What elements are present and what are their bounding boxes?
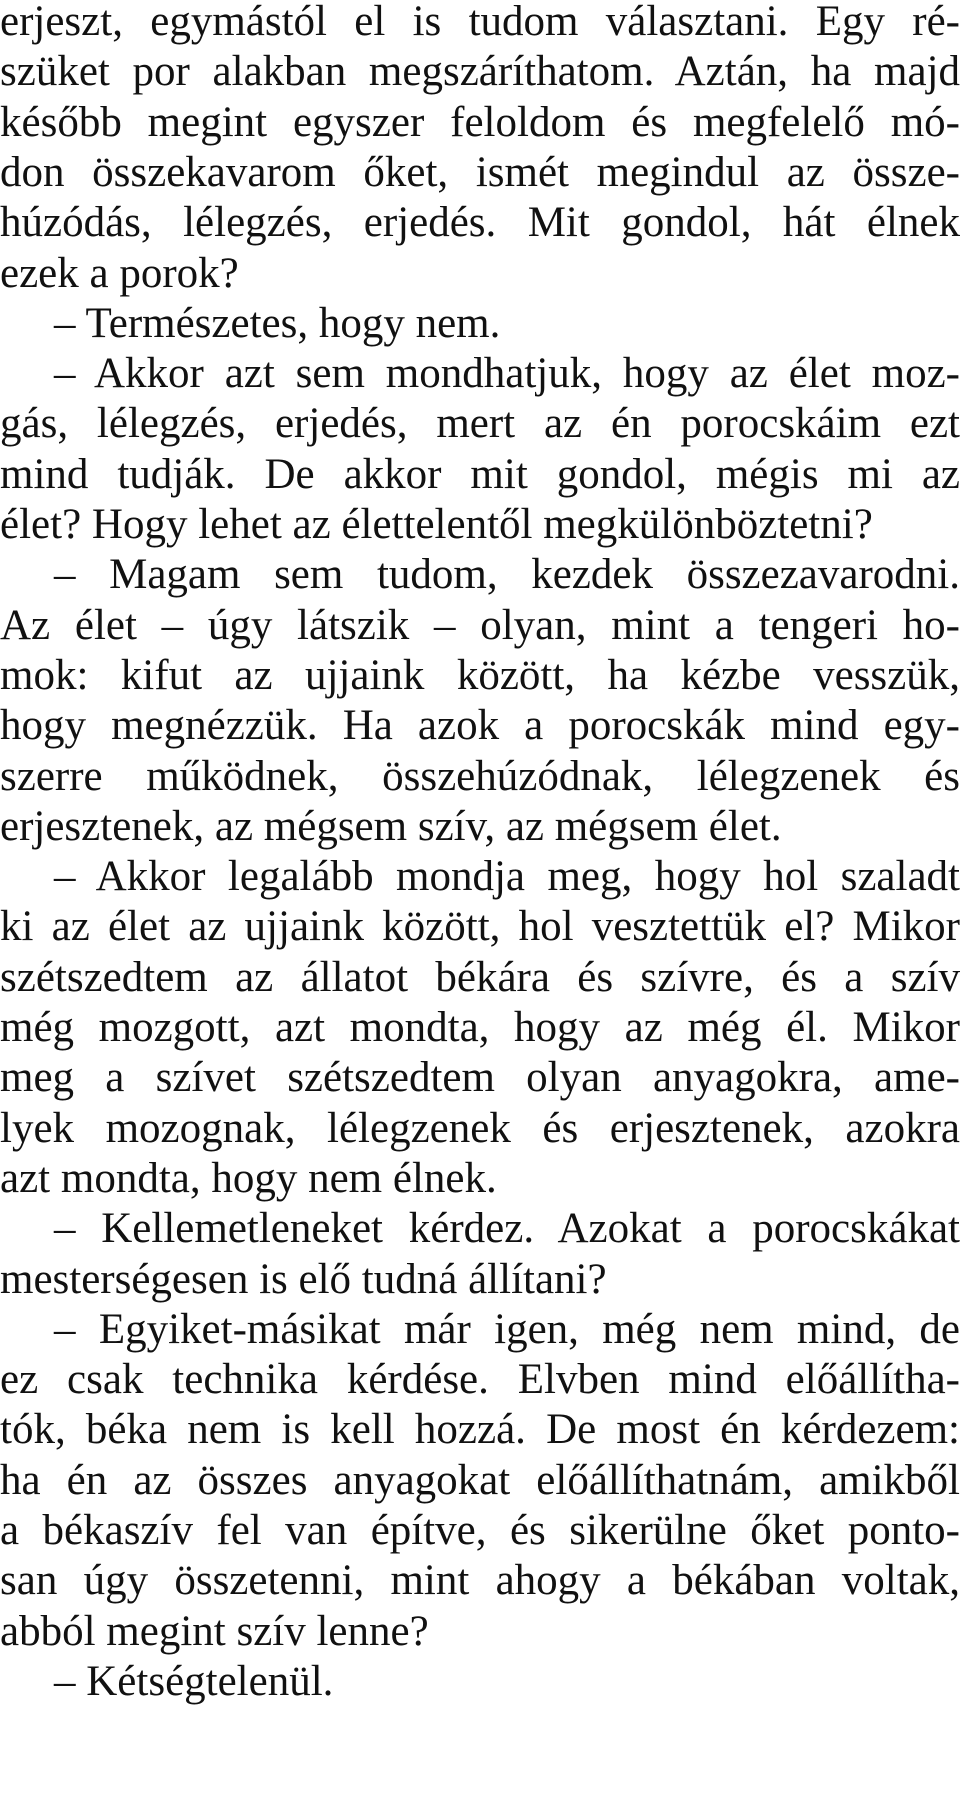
text-line: később megint egyszer feloldom és megfelelő mó-: [0, 98, 960, 146]
text-line: – Természetes, hogy nem.: [54, 299, 501, 347]
text-line: ha én az összes anyagokat előállíthatnám, amikből: [0, 1456, 960, 1504]
text-line: ki az élet az ujjaink között, hol vesztettük el? Mikor: [0, 903, 960, 951]
text-line: ez csak technika kérdése. Elvben mind előállítha-: [0, 1356, 960, 1404]
text-line: hogy megnézzük. Ha azok a porocskák mind egy-: [0, 702, 960, 750]
text-line: – Akkor azt sem mondhatjuk, hogy az élet moz-: [54, 350, 960, 398]
text-line: a békaszív fel van építve, és sikerülne őket ponto-: [0, 1507, 960, 1554]
text-line: – Egyiket-másikat már igen, még nem mind, de: [54, 1305, 960, 1353]
text-line: tók, béka nem is kell hozzá. De most én kérdezem:: [0, 1406, 960, 1454]
text-line: Az élet – úgy látszik – olyan, mint a tengeri ho-: [0, 601, 960, 649]
text-line: erjesztenek, az mégsem szív, az mégsem élet.: [0, 802, 782, 850]
text-line: erjeszt, egymástól el is tudom választani. Egy ré-: [0, 0, 960, 45]
text-line: – Magam sem tudom, kezdek összezavarodni.: [54, 551, 960, 599]
text-line: mind tudják. De akkor mit gondol, mégis mi az: [0, 450, 960, 498]
text-line: lyek mozognak, lélegzenek és erjesztenek, azokra: [0, 1104, 960, 1152]
text-line: még mozgott, azt mondta, hogy az még él. Mikor: [0, 1004, 960, 1051]
text-line: élet? Hogy lehet az élettelentől megkülönböztetni?: [0, 501, 873, 548]
text-line: abból megint szív lenne?: [0, 1607, 429, 1655]
text-line: azt mondta, hogy nem élnek.: [0, 1154, 497, 1202]
text-line: húzódás, lélegzés, erjedés. Mit gondol, hát élnek: [0, 199, 960, 247]
text-line: ezek a porok?: [0, 249, 239, 297]
text-line: szüket por alakban megszáríthatom. Aztán, ha majd: [0, 48, 960, 96]
text-line: meg a szívet szétszedtem olyan anyagokra, ame-: [0, 1054, 960, 1102]
text-line: don összekavarom őket, ismét megindul az össze-: [0, 148, 960, 196]
text-line: mesterségesen is elő tudná állítani?: [0, 1255, 607, 1303]
text-line: – Kétségtelenül.: [54, 1657, 334, 1705]
text-line: san úgy összetenni, mint ahogy a békában voltak,: [0, 1557, 960, 1605]
text-line: szerre működnek, összehúzódnak, lélegzenek és: [0, 752, 960, 800]
text-line: mok: kifut az ujjaink között, ha kézbe vesszük,: [0, 651, 960, 699]
text-line: – Kellemetleneket kérdez. Azokat a porocskákat: [54, 1205, 960, 1253]
text-line: szétszedtem az állatot békára és szívre, és a szív: [0, 953, 960, 1001]
text-line: – Akkor legalább mondja meg, hogy hol szaladt: [54, 853, 960, 901]
text-line: gás, lélegzés, erjedés, mert az én porocskáim ezt: [0, 400, 960, 448]
